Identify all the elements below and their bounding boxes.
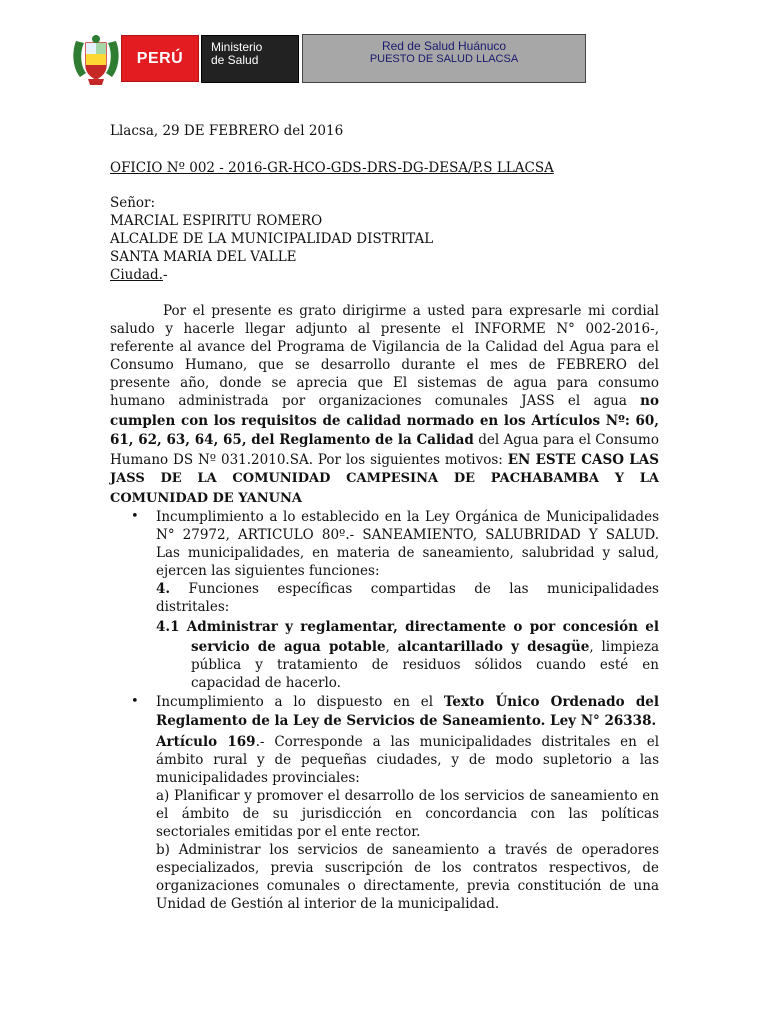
bullet-2-line-1 (156, 693, 659, 711)
subfunction-41-2a: servicio de agua potable (191, 639, 386, 655)
function-4-text: Funciones específicas compartidas de las municipalidades (170, 581, 659, 597)
function-4-line (156, 580, 659, 598)
intro-line-8b: del Agua para el Consumo (473, 432, 659, 448)
function-4-number: 4. (156, 581, 171, 597)
item-a-line-2: el ámbito de su jurisdicción en concordancia con las políticas (156, 806, 659, 822)
coat-of-arms-icon (70, 33, 122, 87)
recipient-name: MARCIAL ESPIRITU ROMERO (110, 213, 323, 229)
intro-line-3: referente al avance del Programa de Vigilancia de la Calidad del Agua para el (110, 339, 659, 355)
bullet-1-line-4: ejercen las siguientes funciones: (156, 563, 380, 579)
subfunction-41-line-1: 4.1 Administrar y reglamentar, directamente o por concesión el (156, 619, 659, 635)
recipient-place: SANTA MARIA DEL VALLE (110, 249, 297, 265)
peru-label: PERÚ (121, 35, 199, 82)
intro-line-8a: 61, 62, 63, 64, 65, del Reglamento de la Calidad (110, 432, 474, 448)
ciudad-suffix: - (162, 267, 168, 283)
letterhead (0, 0, 768, 100)
network-line-2: PUESTO DE SALUD LLACSA (369, 53, 519, 65)
intro-line-11: COMUNIDAD DE YANUNA (110, 491, 302, 506)
bullet-2-line-1a: Incumplimiento a lo dispuesto en el (156, 694, 444, 710)
subfunction-41-2c: alcantarillado y desagüe (397, 639, 590, 655)
article-169-line-3: municipalidades provinciales: (156, 770, 360, 786)
intro-line-8 (110, 431, 659, 449)
intro-line-1: Por el presente es grato dirigirme a usted para expresarle mi cordial (163, 303, 659, 319)
intro-line-6b: no (640, 393, 659, 409)
article-169-text: .- Corresponde a las municipalidades distritales en el (255, 734, 660, 750)
ciudad-line (110, 266, 168, 284)
bullet-2-symbol: • (131, 694, 139, 709)
article-169-label: Artículo 169 (156, 734, 256, 750)
intro-line-9b: EN ESTE CASO LAS (507, 452, 659, 468)
item-b-line-4: Unidad de Gestión al interior de la municipalidad. (156, 896, 500, 912)
subfunction-41-line-4: capacidad de hacerlo. (191, 675, 341, 691)
letter-date: Llacsa, 29 DE FEBRERO del 2016 (110, 123, 344, 139)
ciudad-label: Ciudad. (110, 267, 163, 283)
ministry-label (201, 35, 299, 83)
health-network-label (302, 34, 586, 83)
oficio-number: OFICIO Nº 002 - 2016-GR-HCO-GDS-DRS-DG-DESA/P.S LLACSA (110, 160, 554, 176)
intro-line-9a: Humano DS Nº 031.2010.SA. Por los siguientes motivos: (110, 452, 508, 468)
subfunction-41-2d: , limpieza (589, 639, 660, 655)
article-169-line-2: ámbito rural y de pequeñas ciudades, y de modo supletorio a las (156, 752, 659, 768)
subfunction-41-line-2 (191, 638, 659, 656)
intro-line-9 (110, 451, 659, 469)
intro-line-10: JASS DE LA COMUNIDAD CAMPESINA DE PACHABAMBA Y LA (110, 471, 659, 486)
item-b-line-1: b) Administrar los servicios de saneamiento a través de operadores (156, 842, 659, 858)
bullet-1-line-2: N° 27972, ARTICULO 80º.- SANEAMIENTO, SALUBRIDAD Y SALUD. (156, 527, 659, 543)
network-line-1: Red de Salud Huánuco (381, 39, 507, 53)
article-169-line-1 (156, 733, 659, 751)
item-b-line-2: especializados, previa suscripción de los contratos respectivos, de (156, 860, 659, 876)
function-4-line-2: distritales: (156, 599, 230, 615)
bullet-1-line-1: Incumplimiento a lo establecido en la Ley Orgánica de Municipalidades (156, 509, 659, 525)
subfunction-41-2b: , (385, 639, 398, 655)
intro-line-6 (110, 392, 659, 410)
recipient-title: ALCALDE DE LA MUNICIPALIDAD DISTRITAL (110, 231, 434, 247)
subfunction-41-line-3: pública y tratamiento de residuos sólidos cuando esté en (191, 657, 659, 673)
salutation: Señor: (110, 195, 156, 211)
bullet-2-line-2: Reglamento de la Ley de Servicios de Saneamiento. Ley N° 26338. (156, 713, 657, 729)
bullet-2-line-1b: Texto Único Ordenado del (443, 694, 659, 710)
bullet-1-line-3: Las municipalidades, en materia de saneamiento, salubridad y salud, (156, 545, 659, 561)
intro-line-5: presente año, donde se aprecia que El sistemas de agua para consumo (110, 375, 659, 391)
item-a-line-3: sectoriales emitidas por el ente rector. (156, 824, 421, 840)
intro-line-6a: humano administrada por organizaciones comunales JASS el agua (110, 393, 641, 409)
intro-line-7: cumplen con los requisitos de calidad normado en los Artículos Nº: 60, (110, 413, 659, 429)
item-a-line-1: a) Planificar y promover el desarrollo de los servicios de saneamiento en (156, 788, 659, 804)
ministry-line-2: de Salud (211, 53, 259, 67)
intro-line-4: Consumo Humano, que se desarrollo durante el mes de FEBRERO del (110, 357, 659, 373)
item-b-line-3: organizaciones comunales o directamente, previa constitución de una (156, 878, 659, 894)
ministry-line-1: Ministerio (211, 40, 263, 54)
intro-line-2: saludo y hacerle llegar adjunto al presente el INFORME N° 002-2016-, (110, 321, 659, 337)
bullet-1-symbol: • (131, 509, 139, 524)
